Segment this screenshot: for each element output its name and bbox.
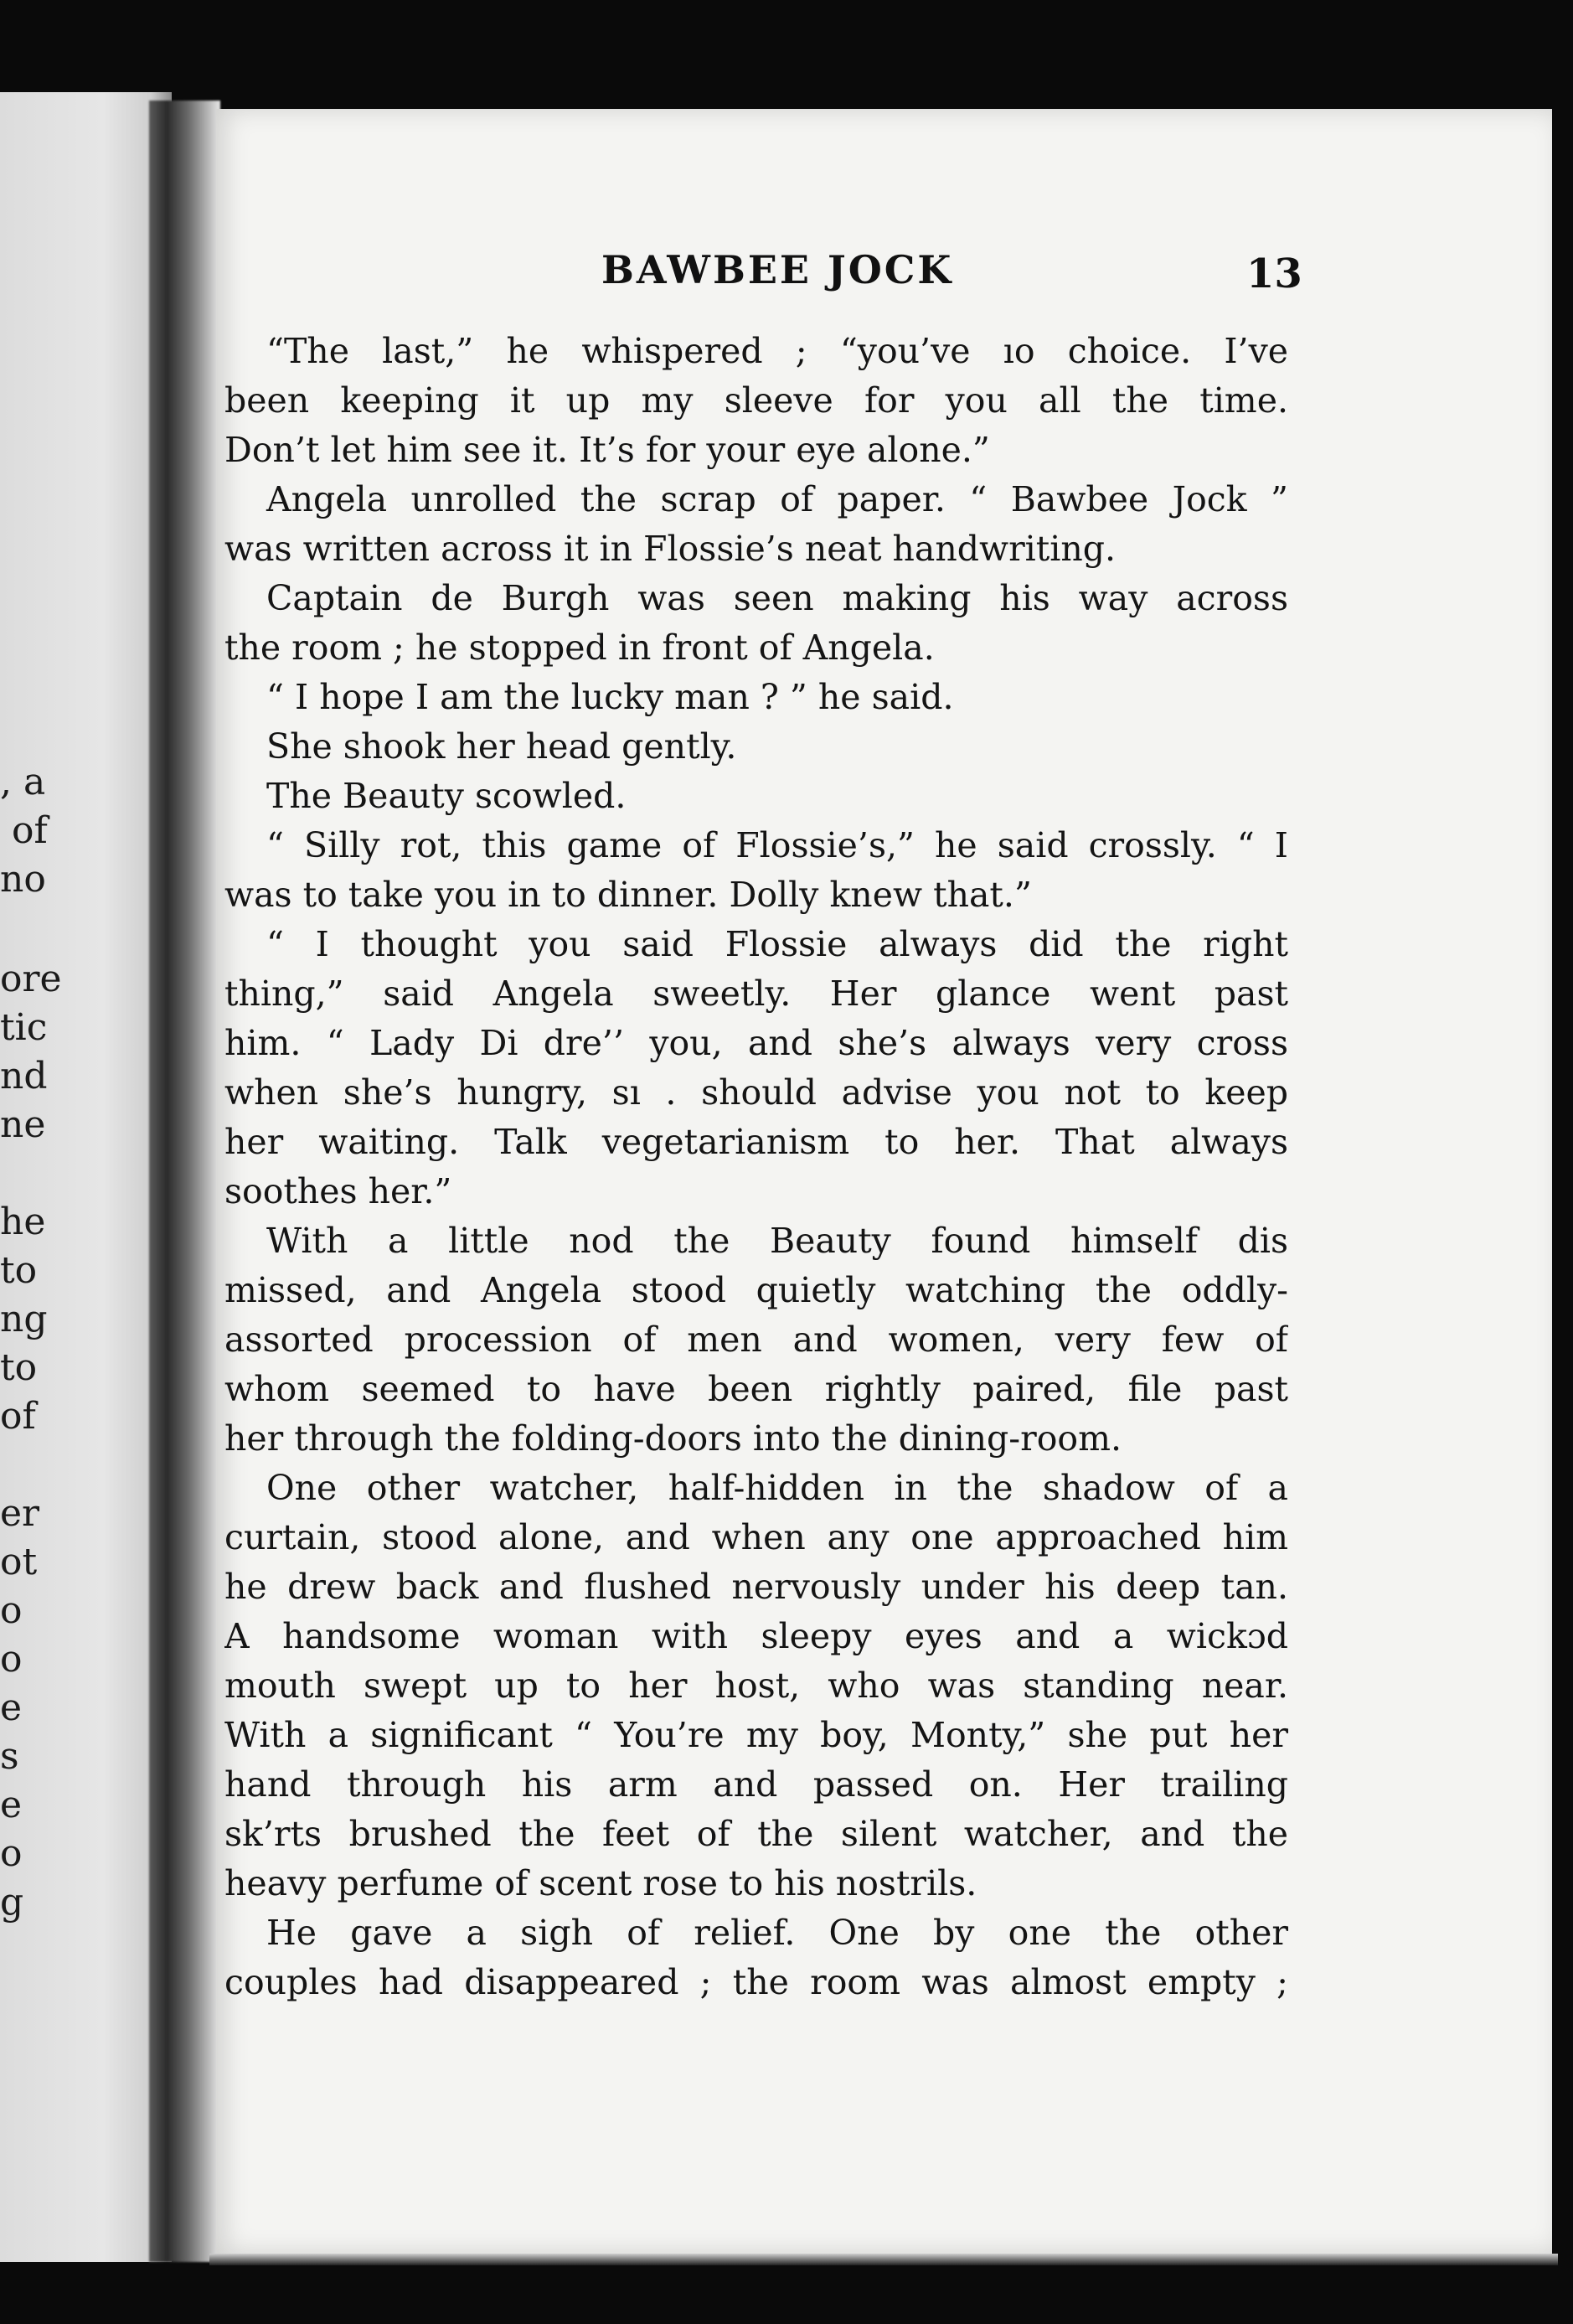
text-line: the room ; he stopped in front of Angela. bbox=[224, 627, 935, 668]
text-line: curtain, stood alone, and when any one approached him bbox=[224, 1517, 1288, 1557]
left-page-fragment: e bbox=[0, 1686, 23, 1729]
text-line: Captain de Burgh was seen making his way across bbox=[266, 578, 1288, 618]
left-page-fragment: ne bbox=[0, 1103, 46, 1146]
page-number: 13 bbox=[1246, 250, 1302, 297]
left-page-fragment: er bbox=[0, 1492, 40, 1535]
text-line: hand through his arm and passed on. Her trailing bbox=[224, 1764, 1288, 1805]
left-page-fragment: , a bbox=[0, 761, 46, 803]
text-line: assorted procession of men and women, very few of bbox=[224, 1320, 1288, 1360]
left-page-fragment: of bbox=[12, 809, 48, 852]
text-line: mouth swept up to her host, who was standing near. bbox=[224, 1666, 1288, 1706]
text-line: With a significant “ You’re my boy, Monty,” she put her bbox=[224, 1715, 1288, 1755]
text-line: her waiting. Talk vegetarianism to her. That always bbox=[224, 1122, 1288, 1162]
text-line: sk’rts brushed the feet of the silent watcher, and the bbox=[224, 1814, 1288, 1854]
left-page-fragment: o bbox=[0, 1589, 23, 1632]
text-line: “ I hope I am the lucky man ? ” he said. bbox=[266, 677, 954, 717]
left-page-fragment: tic bbox=[0, 1006, 48, 1049]
text-line: “ I thought you said Flossie always did the right bbox=[266, 924, 1288, 964]
left-page-fragment: e bbox=[0, 1784, 23, 1826]
left-page-fragment: to bbox=[0, 1346, 38, 1389]
text-line: him. “ Lady Di dre’’ you, and she’s always very cross bbox=[224, 1023, 1288, 1063]
text-line: couples had disappeared ; the room was almost empty ; bbox=[224, 1962, 1288, 2002]
left-page-fragment: g bbox=[0, 1881, 24, 1924]
text-line: soothes her.” bbox=[224, 1171, 452, 1211]
text-line: With a little nod the Beauty found himself dis bbox=[266, 1221, 1288, 1261]
left-page-fragment: ot bbox=[0, 1541, 38, 1583]
left-page-fragment: ng bbox=[0, 1298, 48, 1340]
text-line: thing,” said Angela sweetly. Her glance went past bbox=[224, 973, 1288, 1014]
running-header bbox=[216, 247, 1552, 306]
left-page-fragment: he bbox=[0, 1201, 46, 1243]
text-line: heavy perfume of scent rose to his nostrils. bbox=[224, 1863, 977, 1903]
text-line: her through the folding-doors into the dining-room. bbox=[224, 1418, 1122, 1459]
page-body bbox=[224, 327, 1288, 2007]
text-line: She shook her head gently. bbox=[266, 726, 737, 767]
text-line: The Beauty scowled. bbox=[266, 776, 627, 816]
book-page bbox=[216, 109, 1552, 2254]
text-line: Angela unrolled the scrap of paper. “ Bawbee Jock ” bbox=[266, 479, 1288, 519]
left-page-fragment: no bbox=[0, 858, 46, 901]
left-page-fragment: to bbox=[0, 1249, 38, 1292]
text-line: Don’t let him see it. It’s for your eye alone.” bbox=[224, 430, 990, 470]
text-line: missed, and Angela stood quietly watching the oddly- bbox=[224, 1270, 1288, 1310]
left-page-edge bbox=[0, 92, 172, 2262]
left-page-fragment: o bbox=[0, 1832, 23, 1875]
text-line: “The last,” he whispered ; “you’ve ıo choice. I’ve bbox=[266, 331, 1288, 371]
binding-gutter bbox=[149, 101, 220, 2262]
text-line: whom seemed to have been rightly paired, file past bbox=[224, 1369, 1288, 1409]
text-line: One other watcher, half-hidden in the shadow of a bbox=[266, 1468, 1288, 1508]
text-line: “ Silly rot, this game of Flossie’s,” he said crossly. “ I bbox=[266, 825, 1288, 865]
text-line: he drew back and flushed nervously under his deep tan. bbox=[224, 1567, 1288, 1607]
text-line: was to take you in to dinner. Dolly knew that.” bbox=[224, 875, 1032, 915]
text-line: been keeping it up my sleeve for you all the time. bbox=[224, 380, 1288, 421]
text-line: He gave a sigh of relief. One by one the other bbox=[266, 1913, 1288, 1953]
text-line: when she’s hungry, sı . should advise you not to keep bbox=[224, 1072, 1288, 1113]
left-page-fragment: of bbox=[0, 1395, 36, 1438]
text-line: was written across it in Flossie’s neat handwriting. bbox=[224, 529, 1117, 569]
left-page-fragment: nd bbox=[0, 1055, 48, 1097]
left-page-fragment: o bbox=[0, 1638, 23, 1681]
text-line: A handsome woman with sleepy eyes and a wickɔd bbox=[224, 1616, 1288, 1656]
left-page-fragment: s bbox=[0, 1735, 19, 1778]
left-page-fragment: ore bbox=[0, 958, 62, 1000]
page-bottom-edge bbox=[209, 2254, 1558, 2265]
running-title: BAWBEE JOCK bbox=[601, 247, 954, 292]
